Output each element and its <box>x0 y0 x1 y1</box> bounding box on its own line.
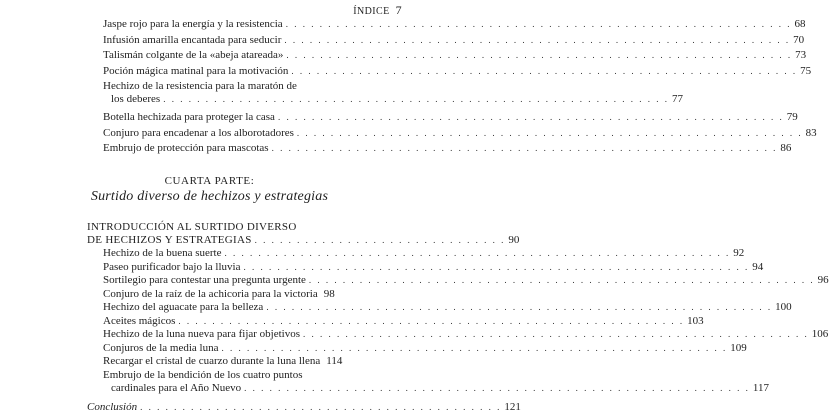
toc-entry-row <box>103 64 812 78</box>
toc-entry-page: 94 <box>752 260 764 273</box>
toc-entry-title: Poción mágica matinal para la motivación <box>103 64 289 77</box>
toc-entry-row <box>103 49 807 62</box>
toc-entry[interactable] <box>103 247 745 260</box>
toc-entry-title: Sortilegio para contestar una pregunta urgente <box>103 274 306 286</box>
toc-entry[interactable] <box>103 142 792 155</box>
toc-entry[interactable] <box>103 368 769 395</box>
leader-dots: . . . . . . . . . . . . . . . . . . . . . . . . . . . . . . . . . . . . . . . . . . . . . . . . . . . . . . . . . . . . <box>163 94 669 104</box>
leader-dots: . . . . . . . . . . . . . . . . . . . . . . . . . . . . . . . . . . . . . . . . . . . . . . . . . . . . . . . . . . . . <box>277 112 784 122</box>
toc-entry-page: 103 <box>687 314 704 327</box>
running-head-label: ÍNDICE <box>353 6 390 17</box>
toc-entry[interactable] <box>103 355 343 368</box>
toc-entry[interactable] <box>103 274 829 287</box>
toc-entry-page: 96 <box>817 274 829 286</box>
toc-entry-page: 100 <box>775 301 792 313</box>
toc-entry-row <box>103 355 343 368</box>
toc-entry-title: Hechizo de la resistencia para la maratón de <box>103 80 297 92</box>
toc-entry-page: 117 <box>752 381 769 394</box>
toc-entry-title: Paseo purificador bajo la lluvia <box>103 260 241 273</box>
toc-entry[interactable] <box>103 49 807 62</box>
toc-entry-page: 92 <box>733 247 745 259</box>
leader-dots: . . . . . . . . . . . . . . . . . . . . . . . . . . . . . . . . . . . . . . . . . . . . . . . . . . . . . . . . . . . . <box>221 342 728 353</box>
leader-dots: . . . . . . . . . . . . . . . . . . . . . . . . . . . . . . <box>254 235 506 245</box>
toc-entry[interactable] <box>103 64 812 78</box>
toc-entry-title: Infusión amarilla encantada para seducir <box>103 33 282 46</box>
toc-entry-title: Hechizo de la buena suerte <box>103 247 222 259</box>
toc-entry-row <box>103 301 792 314</box>
part-title: Surtido diverso de hechizos y estrategias <box>90 189 329 204</box>
toc-entry-row <box>103 93 683 106</box>
toc-entry-page: 79 <box>786 111 798 123</box>
toc-entry[interactable] <box>103 341 747 355</box>
toc-entry-page: 121 <box>504 401 521 413</box>
toc-entry-row <box>87 234 520 247</box>
toc-entry-title: Hechizo de la luna nueva para fijar objetivos <box>103 328 301 340</box>
page-number: 7 <box>395 3 402 17</box>
toc-entry-title: Conjuros de la media luna <box>103 341 219 354</box>
toc-entry-row <box>103 341 747 355</box>
toc-entry-page: 68 <box>794 18 806 30</box>
leader-dots: . . . . . . . . . . . . . . . . . . . . . . . . . . . . . . . . . . . . . . . . . . . . . . . . . . . . . . . . . . . . <box>291 65 798 76</box>
leader-dots: . . . . . . . . . . . . . . . . . . . . . . . . . . . . . . . . . . . . . . . . . . . <box>140 402 502 412</box>
toc-entry-page: 86 <box>780 142 792 154</box>
toc-entry-page: 106 <box>811 328 829 340</box>
running-head <box>353 3 402 18</box>
toc-entry-row <box>103 111 798 124</box>
toc-entry-title-cont: los deberes <box>111 93 161 105</box>
leader-dots: . . . . . . . . . . . . . . . . . . . . . . . . . . . . . . . . . . . . . . . . . . . . . . . . . . . . . . . . . . . . <box>224 248 731 258</box>
toc-entry-row <box>103 287 335 301</box>
toc-entry-row <box>103 274 829 287</box>
toc-entry-row <box>87 401 521 414</box>
toc-entry-page: 109 <box>730 341 747 354</box>
toc-entry[interactable] <box>103 314 704 328</box>
leader-dots: . . . . . . . . . . . . . . . . . . . . . . . . . . . . . . . . . . . . . . . . . . . . . . . . . . . . . . . . . . . . <box>244 382 750 393</box>
leader-dots: . . . . . . . . . . . . . . . . . . . . . . . . . . . . . . . . . . . . . . . . . . . . . . . . . . . . . . . . . . . . <box>178 315 685 326</box>
toc-entry-row <box>103 314 704 328</box>
leader-dots: . . . . . . . . . . . . . . . . . . . . . . . . . . . . . . . . . . . . . . . . . . . . . . . . . . . . . . . . . . . . <box>286 50 793 60</box>
toc-entry-title-cont: DE HECHIZOS Y ESTRATEGIAS <box>87 234 252 246</box>
toc-entry[interactable] <box>103 287 335 301</box>
toc-entry-title: Embrujo de protección para mascotas <box>103 142 269 154</box>
toc-entry-title: Aceites mágicos <box>103 314 176 327</box>
toc-entry-page: 75 <box>800 64 812 77</box>
toc-entry[interactable] <box>103 301 792 314</box>
toc-entry-title: Hechizo del aguacate para la belleza <box>103 301 264 313</box>
toc-entry-title: Recargar el cristal de cuarzo durante la luna llena <box>103 355 321 367</box>
toc-entry-row <box>103 247 745 260</box>
toc-entry-page: 98 <box>323 287 335 300</box>
leader-dots: . . . . . . . . . . . . . . . . . . . . . . . . . . . . . . . . . . . . . . . . . . . . . . . . . . . . . . . . . . . . <box>243 261 750 272</box>
toc-entry[interactable] <box>103 18 806 31</box>
toc-entry-conclusion[interactable] <box>87 401 521 414</box>
toc-entry-title: Botella hechizada para proteger la casa <box>103 111 275 123</box>
toc-entry-row <box>103 33 805 47</box>
toc-entry-row <box>103 381 769 395</box>
toc-entry-page: 77 <box>671 93 683 105</box>
toc-entry-introduction[interactable] <box>87 221 520 247</box>
toc-entry-title: Talismán colgante de la «abeja atareada» <box>103 49 284 61</box>
toc-entry-title-cont: cardinales para el Año Nuevo <box>111 381 242 394</box>
leader-dots: . . . . . . . . . . . . . . . . . . . . . . . . . . . . . . . . . . . . . . . . . . . . . . . . . . . . . . . . . . . . <box>266 302 773 312</box>
toc-entry[interactable] <box>103 328 829 341</box>
toc-entry-title: Jaspe rojo para la energía y la resistencia <box>103 18 283 30</box>
toc-entry-page: 73 <box>795 49 807 61</box>
toc-entry-title: Embrujo de la bendición de los cuatro puntos <box>103 368 303 381</box>
toc-entry-title: INTRODUCCIÓN AL SURTIDO DIVERSO <box>87 221 297 233</box>
leader-dots: . . . . . . . . . . . . . . . . . . . . . . . . . . . . . . . . . . . . . . . . . . . . . . . . . . . . . . . . . . . . <box>308 275 815 285</box>
toc-entry-row <box>103 142 792 155</box>
toc-entry-title: Conclusión <box>87 401 138 413</box>
toc-entry-row <box>103 260 764 274</box>
toc-entry-title: Conjuro para encadenar a los alborotadores <box>103 126 294 139</box>
leader-dots: . . . . . . . . . . . . . . . . . . . . . . . . . . . . . . . . . . . . . . . . . . . . . . . . . . . . . . . . . . . . <box>271 143 778 153</box>
toc-entry[interactable] <box>103 33 805 47</box>
toc-entry-page: 90 <box>508 234 520 246</box>
toc-entry[interactable] <box>103 126 817 140</box>
leader-dots: . . . . . . . . . . . . . . . . . . . . . . . . . . . . . . . . . . . . . . . . . . . . . . . . . . . . . . . . . . . . <box>285 19 792 29</box>
toc-entry-title: Conjuro de la raíz de la achicoria para la victoria <box>103 287 318 300</box>
toc-entry-page: 70 <box>793 33 805 46</box>
leader-dots: . . . . . . . . . . . . . . . . . . . . . . . . . . . . . . . . . . . . . . . . . . . . . . . . . . . . . . . . . . . . <box>303 329 809 339</box>
leader-dots: . . . . . . . . . . . . . . . . . . . . . . . . . . . . . . . . . . . . . . . . . . . . . . . . . . . . . . . . . . . . <box>284 34 791 45</box>
toc-entry-row <box>103 18 806 31</box>
leader-dots: . . . . . . . . . . . . . . . . . . . . . . . . . . . . . . . . . . . . . . . . . . . . . . . . . . . . . . . . . . . . <box>296 127 803 138</box>
toc-entry[interactable] <box>103 260 764 274</box>
toc-entry-row <box>103 328 829 341</box>
toc-entry[interactable] <box>103 111 798 124</box>
part-label: CUARTA PARTE: <box>164 175 255 187</box>
toc-entry-page: 114 <box>326 355 343 367</box>
toc-entry-row <box>103 126 817 140</box>
toc-entry-page: 83 <box>805 126 817 139</box>
toc-entry[interactable] <box>103 80 683 106</box>
